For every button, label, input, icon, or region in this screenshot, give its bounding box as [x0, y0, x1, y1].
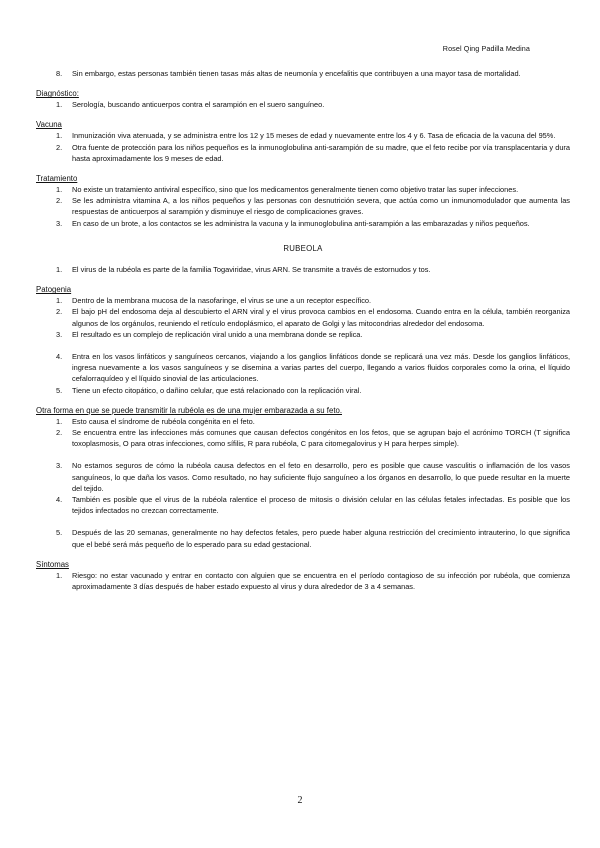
- list-item: 4. Entra en los vasos linfáticos y sanguíneos cercanos, viajando a los ganglios linfáticos donde se replicará una vez más. Desde los ganglios linfáticos, ingresa nuevamente a los vasos sanguíneos y se disemina a varias partes del cuerpo, llegando a varios fluidos corporales como la orina, el líquido cefalorraquídeo y el líquido sinovial de las articulaciones.: [56, 352, 570, 384]
- section-heading-vacuna: Vacuna: [36, 120, 62, 130]
- list-item: 5. Tiene un efecto citopático, o dañino celular, que está relacionado con la replicación viral.: [56, 385, 362, 395]
- section-title-rubeola: RUBEOLA: [283, 243, 323, 253]
- list-item: 1. Dentro de la membrana mucosa de la nasofaringe, el virus se une a un receptor específico.: [56, 296, 372, 306]
- list-item: 2. Se encuentra entre las infecciones más comunes que causan defectos congénitos en los fetos, que se agrupan bajo el acrónimo TORCH (T significa toxoplasmosis, O para otras infecciones, como sífilis, R para rubéola, C para citomegalovirus y H para herpes simple).: [56, 428, 570, 449]
- page-number: 2: [297, 795, 303, 806]
- section-heading-diagnostico: Diagnóstico:: [36, 89, 79, 99]
- list-item: 2. Otra fuente de protección para los niños pequeños es la inmunoglobulina anti-sarampión de su madre, que el feto recibe por vía transplacentaria y dura hasta aproximadamente los 9 meses de edad.: [56, 142, 570, 163]
- section-heading-sintomas: Síntomas: [36, 559, 69, 569]
- document-body: [36, 68, 570, 592]
- list-item: 3. El resultado es un complejo de replicación viral unido a una membrana donde se replica.: [56, 329, 363, 339]
- list-item: 1. Riesgo: no estar vacunado y entrar en contacto con alguien que se encuentra en el período contagioso de su infección por rubéola, que comienza aproximadamente 3 días después de haber estado expuesto al virus y dura alrededor de 3 a 4 semanas.: [56, 570, 570, 592]
- list-item: 1. Esto causa el síndrome de rubéola congénita en el feto.: [56, 416, 255, 426]
- list-item: 1. Inmunización viva atenuada, y se administra entre los 12 y 15 meses de edad y nuevamente entre los 4 y 6. Tasa de eficacia de la vacuna del 95%.: [56, 131, 556, 141]
- list-item: 2. El bajo pH del endosoma deja al descubierto el ARN viral y el virus provoca cambios en el endosoma. Cuando entra en la célula, también reorganiza algunos de los orgánulos, reuniendo el retículo endoplásmico, el aparato de Golgi y las mitocondrias alrededor del endosoma.: [56, 307, 570, 328]
- author-name: Rosel Qing Padilla Medina: [442, 44, 530, 53]
- list-item: 5. Después de las 20 semanas, generalmente no hay defectos fetales, pero puede haber alguna restricción del crecimiento intrauterino, lo que significa que el bebé será más pequeño de lo esperado para su edad gestacional.: [56, 528, 570, 549]
- list-item: 3. No estamos seguros de cómo la rubéola causa defectos en el feto en desarrollo, pero es posible que cause vasculitis o inflamación de los vasos sanguíneos, lo que daña los vasos. Como resultado, no hay suficiente flujo sanguíneo a los órganos en desarrollo, lo que puede resultar en la muerte del tejido.: [56, 461, 570, 493]
- list-item: 1. El virus de la rubéola es parte de la familia Togaviridae, virus ARN. Se transmite a través de estornudos y tos.: [56, 265, 431, 275]
- spacer: [36, 449, 570, 460]
- list-item: 4. También es posible que el virus de la rubéola ralentice el proceso de mitosis o división celular en las células fetales infectadas. Es posible que los tejidos infectados no crezcan correctamente.: [56, 495, 570, 516]
- list-item: 1. Serología, buscando anticuerpos contra el sarampión en el suero sanguíneo.: [56, 100, 325, 110]
- list-item: 2. Se les administra vitamina A, a los niños pequeños y las personas con desnutrición severa, que actúa como un inmunomodulador que aumenta las respuestas de anticuerpos al sarampión y disminuye el riesgo de complicaciones graves.: [56, 196, 570, 217]
- section-heading-patogenia: Patogenia: [36, 285, 72, 295]
- section-heading-tratamiento: Tratamiento: [36, 174, 78, 184]
- list-item: 3. En caso de un brote, a los contactos se les administra la vacuna y la inmunoglobulina anti-sarampión a las embarazadas y niños pequeños.: [56, 218, 530, 228]
- list-item: 1. No existe un tratamiento antiviral específico, sino que los medicamentos generalmente tienen como objetivo tratar las super infecciones.: [56, 185, 519, 195]
- list-item: 8. Sin embargo, estas personas también tienen tasas más altas de neumonía y encefalitis que contribuyen a una mayor tasa de mortalidad.: [56, 69, 521, 78]
- spacer: [36, 340, 570, 351]
- section-heading-transmision: Otra forma en que se puede transmitir la rubéola es de una mujer embarazada a su feto.: [36, 405, 342, 415]
- spacer: [36, 516, 570, 527]
